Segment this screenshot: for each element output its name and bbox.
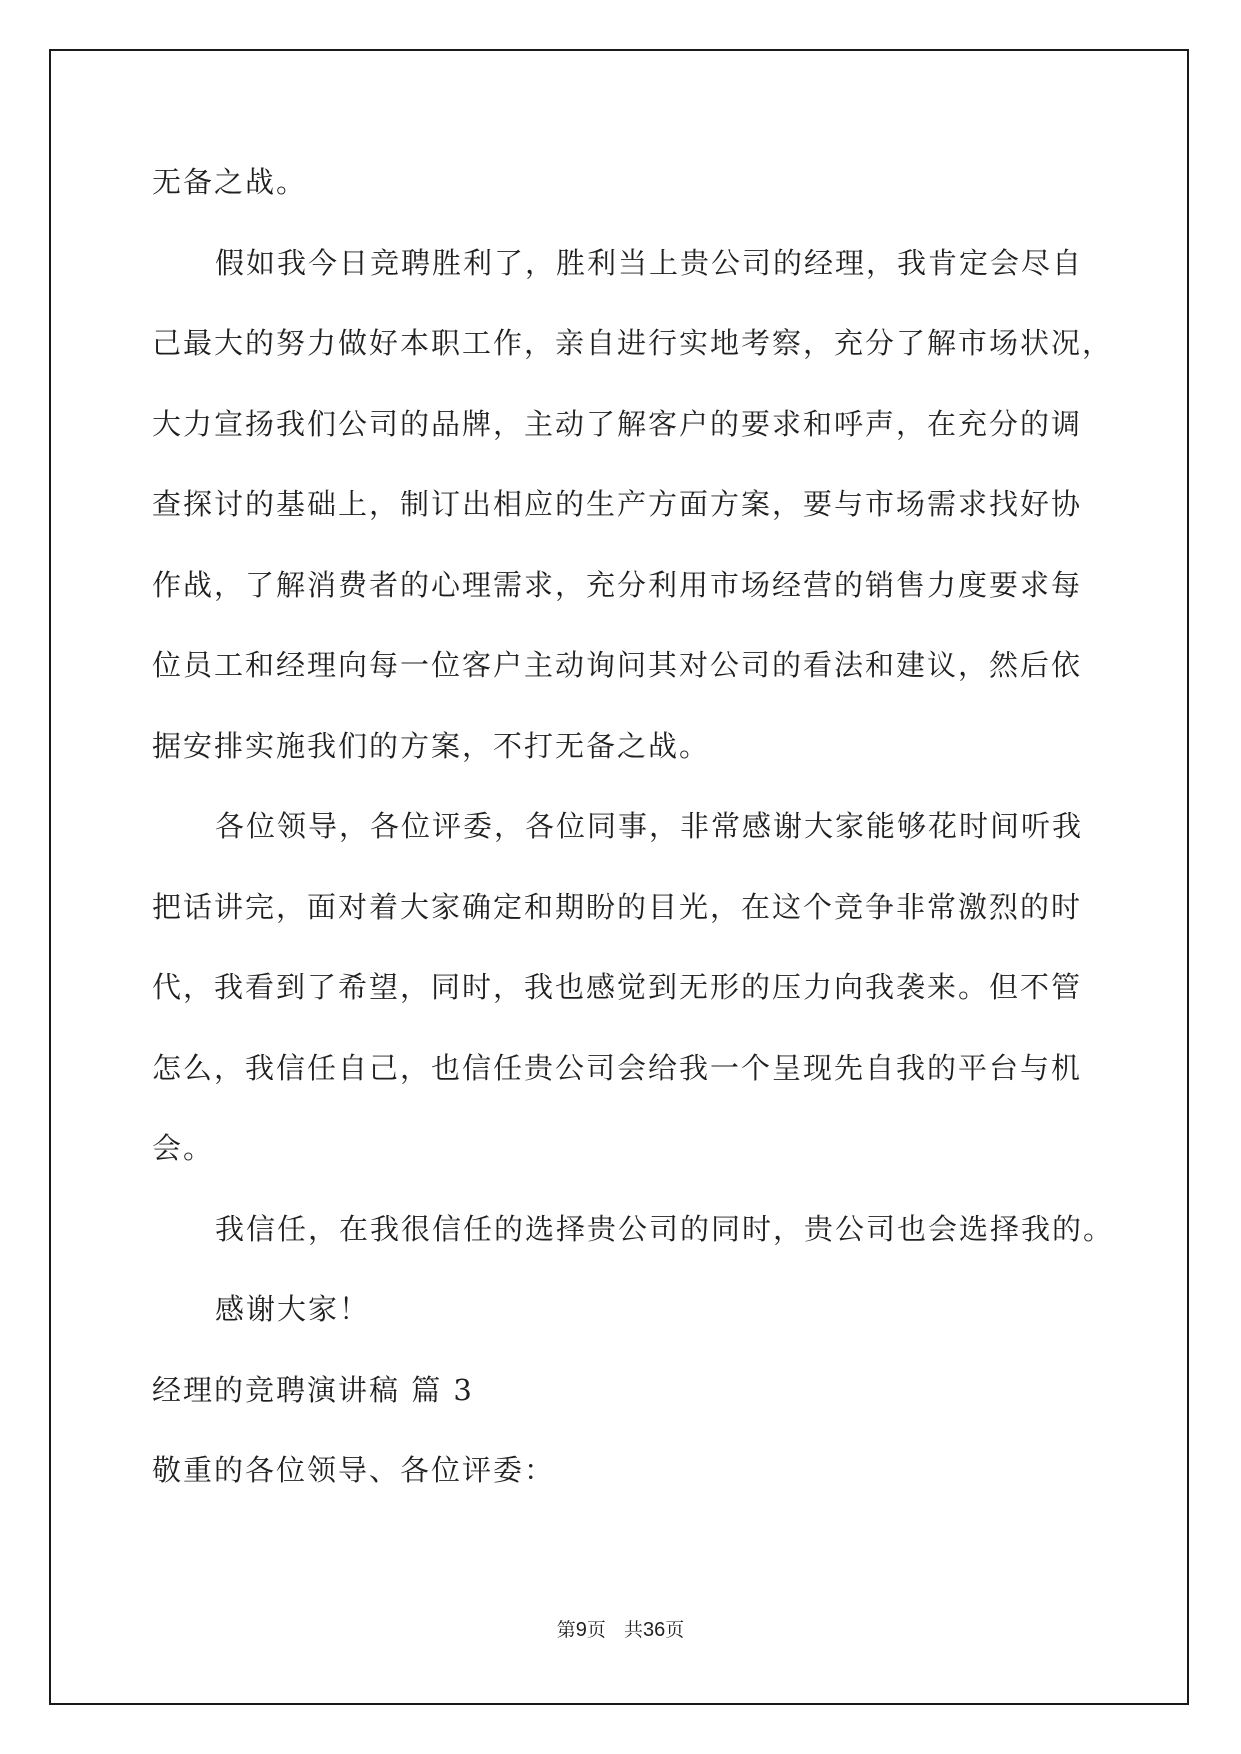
text-line: 把话讲完，面对着大家确定和期盼的目光，在这个竞争非常激烈的时 <box>152 889 1083 924</box>
text-line: 位员工和经理向每一位客户主动询问其对公司的看法和建议，然后依 <box>152 648 1083 682</box>
page-number: 9 <box>575 1619 587 1641</box>
footer-total-prefix: 共 <box>624 1619 644 1641</box>
text-line: 各位领导，各位评委，各位同事，非常感谢大家能够花时间听我 <box>215 809 1084 843</box>
section-heading: 经理的竞聘演讲稿 篇 3 <box>152 1372 474 1407</box>
text-line: 会。 <box>152 1131 215 1165</box>
text-line: 无备之战。 <box>152 165 308 199</box>
text-line: 我信任，在我很信任的选择贵公司的同时，贵公司也会选择我的。 <box>215 1211 1115 1246</box>
text-line: 作战，了解消费者的心理需求，充分利用市场经营的销售力度要求每 <box>152 567 1083 602</box>
text-line: 大力宣扬我们公司的品牌，主动了解客户的要求和呼声，在充分的调 <box>152 406 1083 441</box>
text-line: 假如我今日竞聘胜利了，胜利当上贵公司的经理，我肯定会尽自 <box>215 245 1084 280</box>
text-line: 己最大的努力做好本职工作，亲自进行实地考察，充分了解市场状况， <box>152 326 1114 360</box>
text-line: 查探讨的基础上，制订出相应的生产方面方案，要与市场需求找好协 <box>152 487 1083 521</box>
footer-page-suffix: 页 <box>586 1619 606 1641</box>
page-footer <box>0 1615 1241 1642</box>
total-pages: 36 <box>643 1619 666 1641</box>
text-line: 据安排实施我们的方案，不打无备之战。 <box>152 728 711 763</box>
salutation: 敬重的各位领导、各位评委： <box>152 1453 556 1487</box>
footer-total-suffix: 页 <box>665 1619 685 1641</box>
text-line: 怎么，我信任自己，也信任贵公司会给我一个呈现先自我的平台与机 <box>152 1050 1083 1085</box>
text-line: 感谢大家！ <box>215 1292 371 1326</box>
text-line: 代，我看到了希望，同时，我也感觉到无形的压力向我袭来。但不管 <box>152 970 1083 1004</box>
footer-prefix: 第 <box>556 1619 576 1641</box>
document-body <box>152 160 1115 1529</box>
